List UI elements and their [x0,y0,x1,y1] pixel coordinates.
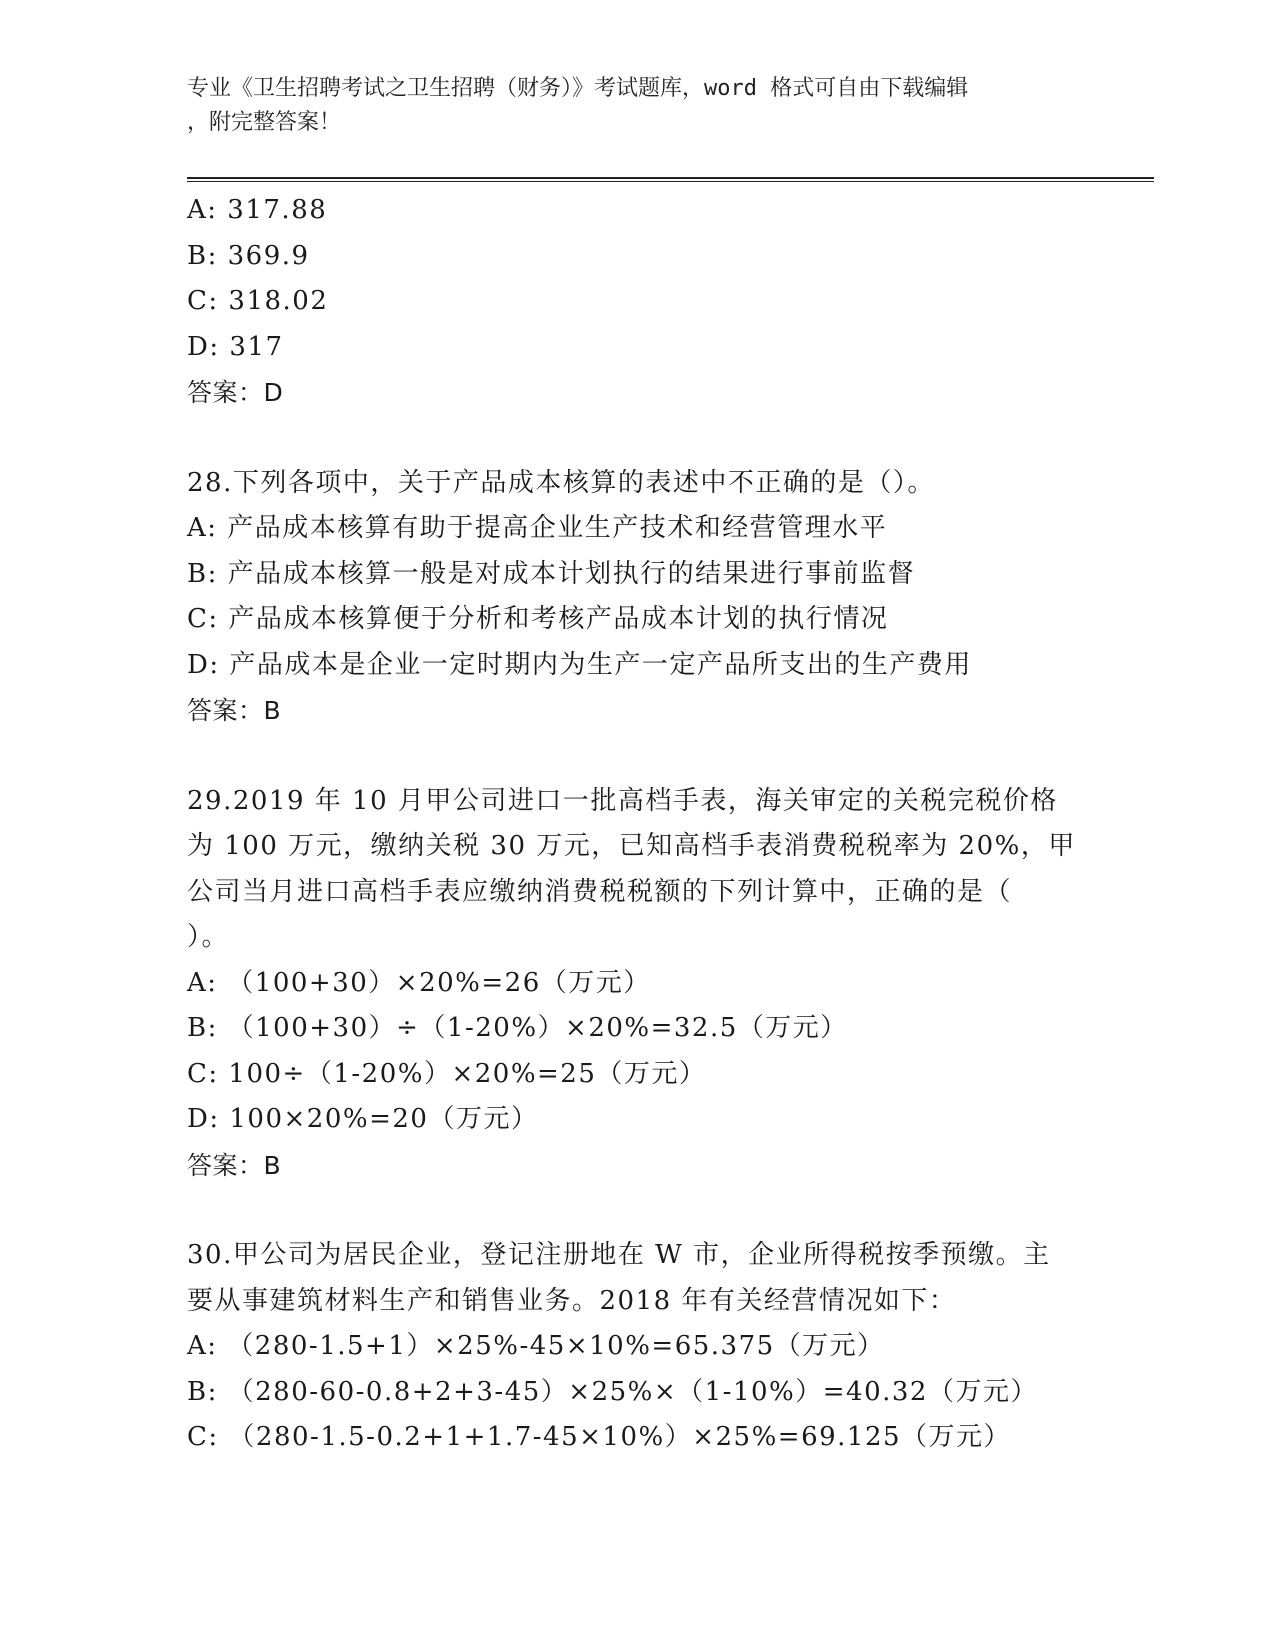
option-c: C: 产品成本核算便于分析和考核产品成本计划的执行情况 [187,604,889,634]
option-d: D: 317 [187,331,284,362]
question-block-28 [187,461,1087,734]
option-a: A: （280-1.5+1）×25%-45×10%=65.375（万元） [187,1331,885,1361]
question-block-29 [187,779,1087,1189]
option-a: A: （100+30）×20%=26（万元） [187,967,651,998]
option-d: D: 100×20%=20（万元） [187,1104,539,1134]
question-text: 为 100 万元，缴纳关税 30 万元，已知高档手表消费税税率为 20%，甲 [187,831,1076,861]
answer: 答案：B [187,696,282,725]
question-text: 30.甲公司为居民企业，登记注册地在 W 市，企业所得税按季预缴。主 [187,1240,1051,1270]
option-c: C: 318.02 [187,286,329,316]
option-c: C: 100÷（1-20%）×20%=25（万元） [187,1058,707,1089]
answer: 答案：D [187,378,284,407]
option-a: A: 317.88 [187,195,328,225]
question-text: 要从事建筑材料生产和销售业务。2018 年有关经营情况如下： [187,1285,957,1316]
header-line-1: 专业《卫生招聘考试之卫生招聘（财务）》考试题库，word 格式可自由下载编辑 [187,76,969,101]
question-block-30 [187,1233,1087,1461]
option-a: A: 产品成本核算有助于提高企业生产技术和经营管理水平 [187,513,888,543]
question-text: ）。 [187,922,230,952]
option-c: C: （280-1.5-0.2+1+1.7-45×10%）×25%=69.125（万元） [187,1422,1012,1452]
question-text: 29.2019 年 10 月甲公司进口一批高档手表，海关审定的关税完税价格 [187,785,1058,816]
header-rule-thin [187,181,1154,182]
question-text: 28.下列各项中，关于产品成本核算的表述中不正确的是（）。 [187,467,935,498]
document-header [187,72,1067,140]
option-b: B: （100+30）÷（1-20%）×20%=32.5（万元） [187,1013,848,1043]
answer: 答案：B [187,1150,282,1180]
question-text: 公司当月进口高档手表应缴纳消费税税额的下列计算中，正确的是（ [187,876,1013,907]
option-b: B: （280-60-0.8+2+3-45）×25%×（1-10%）=40.32（万元） [187,1376,1038,1407]
question-content [187,188,1087,1461]
header-rule-thick [187,177,1154,179]
option-d: D: 产品成本是企业一定时期内为生产一定产品所支出的生产费用 [187,649,972,680]
option-b: B: 产品成本核算一般是对成本计划执行的结果进行事前监督 [187,558,916,589]
header-line-2: ，附完整答案！ [187,110,342,135]
question-block-27 [187,188,1087,416]
option-b: B: 369.9 [187,240,310,271]
